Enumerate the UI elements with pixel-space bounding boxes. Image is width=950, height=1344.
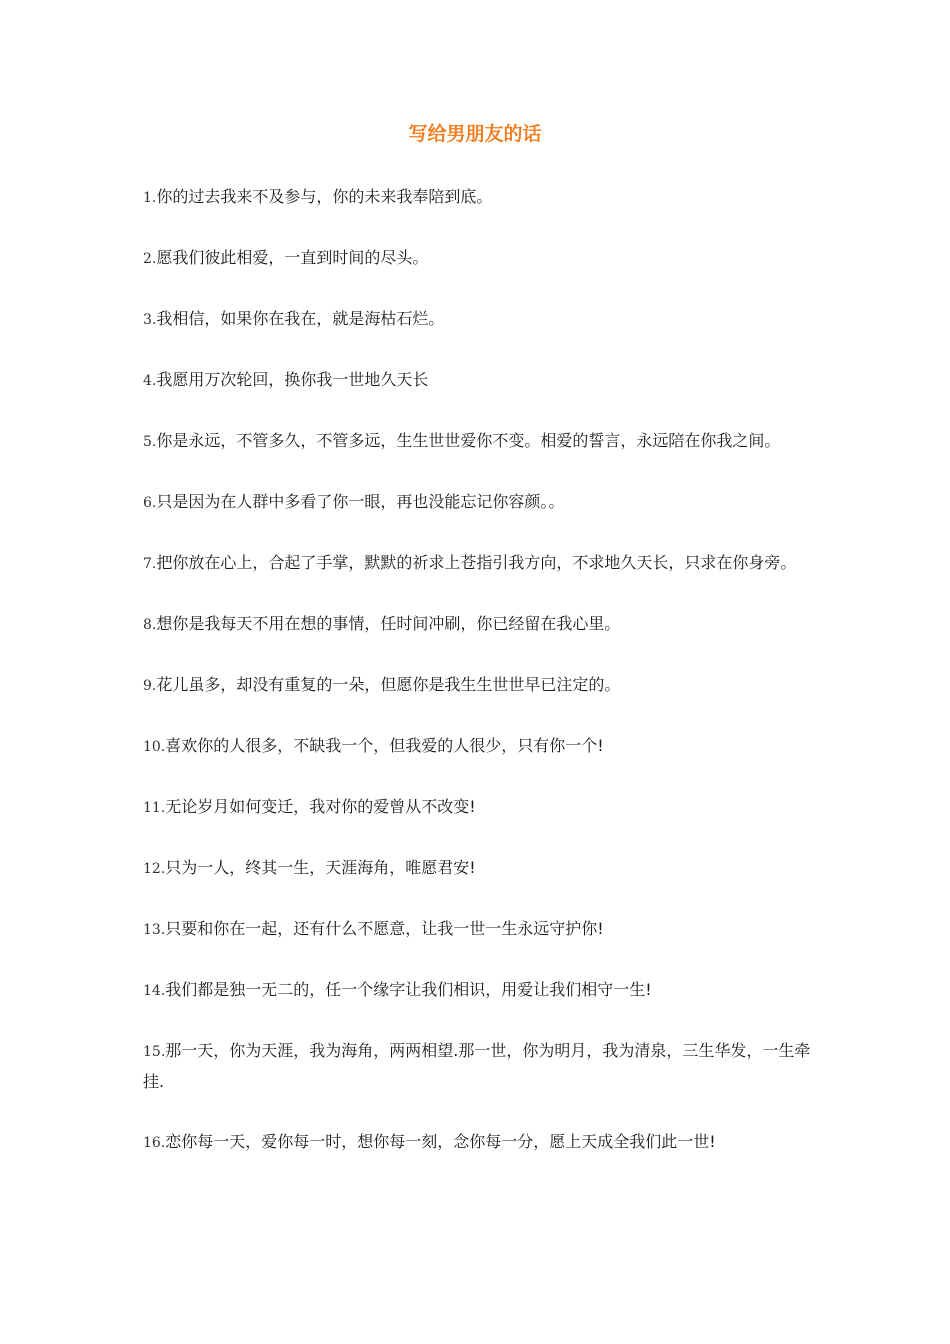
item-number: 13. bbox=[143, 922, 166, 938]
item-number: 15. bbox=[143, 1044, 166, 1060]
item-text: 无论岁月如何变迁，我对你的爱曾从不改变! bbox=[165, 797, 476, 816]
item-text: 只为一人，终其一生，天涯海角，唯愿君安! bbox=[165, 858, 476, 877]
item-text: 你是永远，不管多久，不管多远，生生世世爱你不变。相爱的誓言，永远陪在你我之间。 bbox=[156, 431, 781, 450]
document-title: 写给男朋友的话 bbox=[408, 123, 542, 145]
item-text: 我们都是独一无二的，任一个缘字让我们相识，用爱让我们相守一生! bbox=[165, 980, 652, 999]
list-item bbox=[143, 243, 815, 274]
item-number: 5. bbox=[143, 434, 157, 450]
item-text: 你的过去我来不及参与，你的未来我奉陪到底。 bbox=[156, 187, 493, 206]
list-item bbox=[143, 487, 815, 518]
list-item bbox=[143, 853, 815, 884]
list-item bbox=[143, 609, 815, 640]
item-text: 我相信，如果你在我在，就是海枯石烂。 bbox=[156, 309, 445, 328]
item-text: 只要和你在一起，还有什么不愿意，让我一世一生永远守护你! bbox=[165, 919, 604, 938]
item-number: 7. bbox=[143, 556, 157, 572]
list-item bbox=[143, 548, 815, 579]
list-item bbox=[143, 426, 815, 457]
item-text: 喜欢你的人很多，不缺我一个，但我爱的人很少，只有你一个! bbox=[165, 736, 604, 755]
item-number: 6. bbox=[143, 495, 157, 511]
list-item bbox=[143, 1127, 815, 1158]
list-item bbox=[143, 731, 815, 762]
list-item bbox=[143, 182, 815, 213]
item-text: 想你是我每天不用在想的事情，任时间冲刷，你已经留在我心里。 bbox=[156, 614, 621, 633]
item-number: 12. bbox=[143, 861, 166, 877]
item-text: 只是因为在人群中多看了你一眼，再也没能忘记你容颜。。 bbox=[156, 492, 565, 511]
item-text: 我愿用万次轮回，换你我一世地久天长 bbox=[156, 370, 429, 389]
list-item bbox=[143, 670, 815, 701]
item-number: 1. bbox=[143, 190, 157, 206]
item-number: 3. bbox=[143, 312, 157, 328]
list-item bbox=[143, 304, 815, 335]
item-number: 2. bbox=[143, 251, 157, 267]
item-text: 把你放在心上，合起了手掌，默默的祈求上苍指引我方向，不求地久天长，只求在你身旁。 bbox=[156, 553, 797, 572]
list-item bbox=[143, 365, 815, 396]
item-number: 14. bbox=[143, 983, 166, 999]
message-list bbox=[143, 182, 815, 1188]
list-item bbox=[143, 914, 815, 945]
item-text: 那一天，你为天涯，我为海角，两两相望.那一世，你为明月，我为清泉，三生华发，一生牵挂. bbox=[143, 1041, 811, 1091]
item-number: 9. bbox=[143, 678, 157, 694]
item-text: 愿我们彼此相爱，一直到时间的尽头。 bbox=[156, 248, 429, 267]
item-number: 8. bbox=[143, 617, 157, 633]
item-text: 恋你每一天，爱你每一时，想你每一刻，念你每一分，愿上天成全我们此一世! bbox=[165, 1132, 716, 1151]
list-item bbox=[143, 1036, 815, 1097]
list-item bbox=[143, 792, 815, 823]
list-item bbox=[143, 975, 815, 1006]
item-number: 11. bbox=[143, 800, 166, 816]
item-text: 花儿虽多，却没有重复的一朵，但愿你是我生生世世早已注定的。 bbox=[156, 675, 621, 694]
item-number: 4. bbox=[143, 373, 157, 389]
item-number: 10. bbox=[143, 739, 166, 755]
item-number: 16. bbox=[143, 1135, 166, 1151]
